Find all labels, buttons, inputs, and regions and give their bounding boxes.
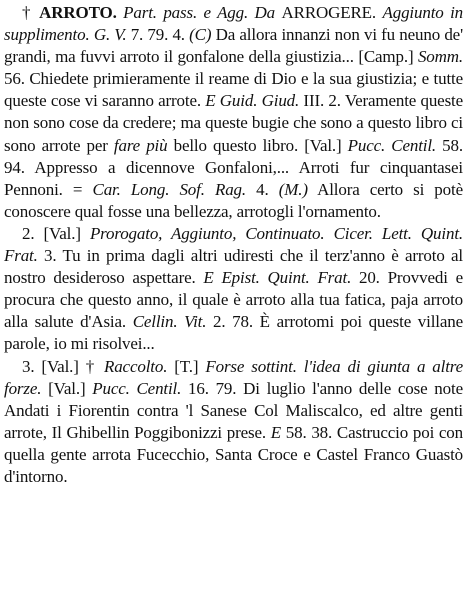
editor-mark: (C) <box>189 25 212 45</box>
grammar-label: Part. pass. e Agg. Da <box>123 3 276 22</box>
citation-text: 16. 79. Di luglio l'anno delle cose note Andati i Fiorentin contra 'l Sanese Col Maliscalco, ed altre genti arrote, Il Ghibellin Poggibonizzi prese. <box>4 378 463 442</box>
definition: Aggiunto in supplimento. <box>4 3 464 45</box>
sense-number: 3. [Val.] † <box>22 356 104 376</box>
dictionary-page <box>4 2 463 488</box>
citation-source: Pucc. Centil. <box>347 135 437 155</box>
citation-source: E Epist. Quint. Frat. <box>203 268 352 288</box>
definition: Raccolto. <box>103 356 168 376</box>
editor-note: Forse sottint. l'idea di giunta a altre forze. <box>4 356 463 398</box>
citation-text: 20. Provvedi e procura che questo anno, il quale è arroto alla tua fatica, paja arroto alla salute d'Asia. <box>4 268 463 332</box>
citation-source: Cellin. Vit. <box>132 312 207 332</box>
headword: ARROTO. <box>39 3 117 22</box>
citation-text: bello questo libro. [Val.] <box>167 135 348 155</box>
citation-source: Car. Long. Sof. Rag. <box>92 179 247 199</box>
citation-source: E Guid. Giud. <box>205 91 300 111</box>
citation-text: 58. 94. Appresso a dicennove Gonfaloni,... Arroti fur cinquantasei Pennoni. = <box>4 135 463 199</box>
etymon-word: ARROGERE <box>281 3 372 22</box>
editor-mark: (M.) <box>278 179 308 199</box>
citation-text: Da allora innanzi non vi fu neuno de' grandi, ma fuvvi arroto il gonfalone della giustizia... [Camp.] <box>4 25 463 67</box>
citation-source: Pucc. Centil. <box>92 378 182 398</box>
citation-source: Somm. <box>417 47 463 67</box>
definition: Prorogato, Aggiunto, Continuato. Cicer. Lett. Quint. Frat. <box>4 223 463 266</box>
citation-text: III. 2. Veramente queste non sono cose da credere; ma queste bugie che sono a questo libro ci sono arrote per <box>4 91 463 155</box>
citation-text: 3. Tu in prima dagli altri udiresti che il terz'anno è arroto al nostro desideroso aspettare. <box>4 246 463 288</box>
sense-number: 2. [Val.] <box>22 223 90 243</box>
citation-source: E <box>270 422 281 442</box>
citation-text: Allora certo si potè conoscere qual fosse una bellezza, arrotogli l'ornamento. <box>4 179 463 221</box>
entry-arroto-sense-3: 3. [Val.] † Raccolto. [T.] Forse sottint. l'idea di giunta a altre forze. [Val.] Pucc. Centil. 16. 79. Di luglio l'anno delle cose note Andati i Fiorentin contra 'l Sanese Col Maliscalco, ed altre genti arrote, Il Ghibellin Poggibonizzi prese. E 58. 38. Castruccio poi con quella gente arrota Fucecchio, Santa Croce e Castel Franco Guastò d'intorno. <box>4 356 464 486</box>
emphasis: fare più <box>113 135 168 155</box>
citation-text: 58. 38. Castruccio poi con quella gente arrota Fucecchio, Santa Croce e Castel Franco Guastò d'intorno. <box>4 422 464 486</box>
citation-text: 2. 78. È arrotomi poi queste villane parole, io mi risolvei... <box>4 312 464 354</box>
dagger-mark: † <box>22 3 40 22</box>
entry-arroto-sense-1: † ARROTO. Part. pass. e Agg. Da ARROGERE. Aggiunto in supplimento. G. V. 7. 79. 4. (C) Da allora innanzi non vi fu neuno de' grandi, ma fuvvi arroto il gonfalone della giustizia... [Camp.] Somm. 56. Chiedete primieramente il reame di Dio e la sua giustizia; e tutte queste cose vi saranno arrote. E Guid. Giud. III. 2. Veramente queste non sono cose da credere; ma queste bugie che sono a questo libro ci sono arrote per fare più bello questo libro. [Val.] Pucc. Centil. 58. 94. Appresso a dicennove Gonfaloni,... Arroti fur cinquantasei Pennoni. = Car. Long. Sof. Rag. 4. (M.) Allora certo si potè conoscere qual fosse una bellezza, arrotogli l'ornamento. <box>4 3 464 221</box>
citation-text: 56. Chiedete primieramente il reame di Dio e la sua giustizia; e tutte queste cose vi saranno arrote. <box>4 69 463 111</box>
entry-arroto-sense-2 <box>4 223 463 356</box>
citation-source: G. V. <box>93 25 127 45</box>
